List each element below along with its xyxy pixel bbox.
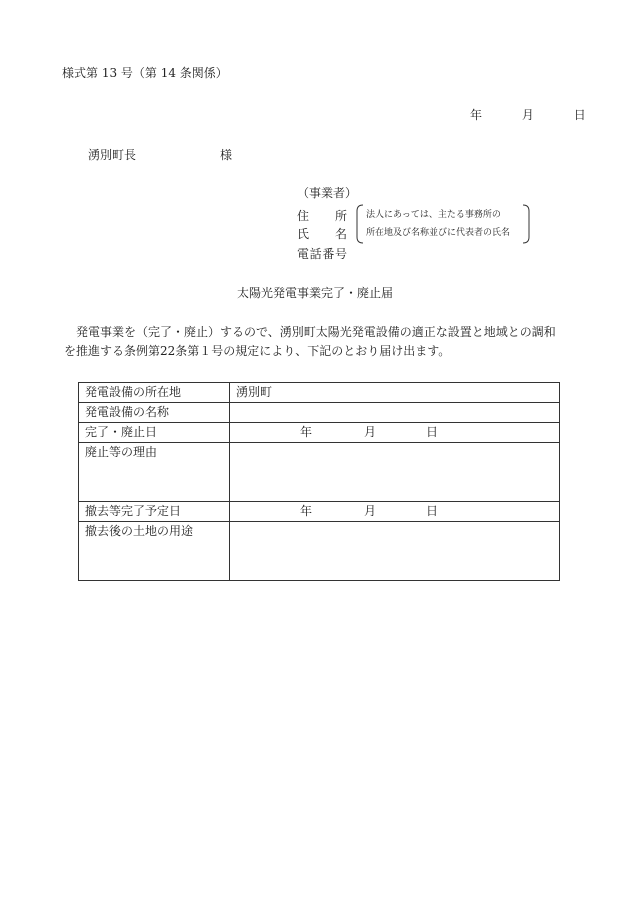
name-label: 氏 名 — [297, 227, 347, 241]
removal-day-label: 日 — [426, 504, 439, 518]
submission-date — [470, 108, 586, 122]
applicant-heading: （事業者） — [297, 186, 358, 200]
corporate-note-line1: 法人にあっては、主たる事務所の — [366, 210, 501, 220]
completion-day-label: 日 — [426, 425, 439, 439]
land-use-field[interactable] — [230, 522, 560, 581]
phone-label: 電話番号 — [297, 247, 347, 261]
table-row-facility-name — [79, 403, 560, 423]
document-title: 太陽光発電事業完了・廃止届 — [236, 286, 393, 300]
form-number: 様式第 13 号（第 14 条関係） — [62, 66, 228, 80]
corporate-note — [355, 204, 531, 244]
facility-name-field[interactable] — [230, 403, 560, 423]
table-row-location — [79, 383, 560, 403]
reason-label: 廃止等の理由 — [79, 443, 230, 502]
table-row-completion-date — [79, 423, 560, 443]
table-row-land-use — [79, 522, 560, 581]
body-line2: を推進する条例第22条第１号の規定により、下記のとおり届け出ます。 — [64, 344, 451, 358]
date-month-label: 月 — [521, 108, 534, 122]
completion-date-label: 完了・廃止日 — [79, 423, 230, 443]
address-label: 住 所 — [297, 209, 347, 223]
land-use-label: 撤去後の土地の用途 — [79, 522, 230, 581]
removal-month-label: 月 — [364, 504, 377, 518]
corporate-note-line2: 所在地及び名称並びに代表者の氏名 — [366, 228, 511, 238]
completion-month-label: 月 — [364, 425, 377, 439]
removal-date-field[interactable] — [230, 502, 560, 522]
table-row-removal-date — [79, 502, 560, 522]
removal-year-label: 年 — [300, 504, 313, 518]
honorific: 様 — [220, 148, 233, 162]
location-label: 発電設備の所在地 — [79, 383, 230, 403]
addressee-name: 湧別町長 — [88, 148, 137, 162]
addressee — [88, 148, 232, 162]
removal-date-label: 撤去等完了予定日 — [79, 502, 230, 522]
facility-name-label: 発電設備の名称 — [79, 403, 230, 423]
completion-date-field[interactable] — [230, 423, 560, 443]
date-day-label: 日 — [573, 108, 586, 122]
form-table — [78, 382, 560, 581]
reason-field[interactable] — [230, 443, 560, 502]
location-field[interactable]: 湧別町 — [230, 383, 560, 403]
table-row-reason — [79, 443, 560, 502]
body-line1: 発電事業を（完了・廃止）するので、湧別町太陽光発電設備の適正な設置と地域との調和 — [76, 325, 556, 339]
completion-year-label: 年 — [300, 425, 313, 439]
body-text — [64, 323, 564, 361]
date-year-label: 年 — [470, 108, 483, 122]
